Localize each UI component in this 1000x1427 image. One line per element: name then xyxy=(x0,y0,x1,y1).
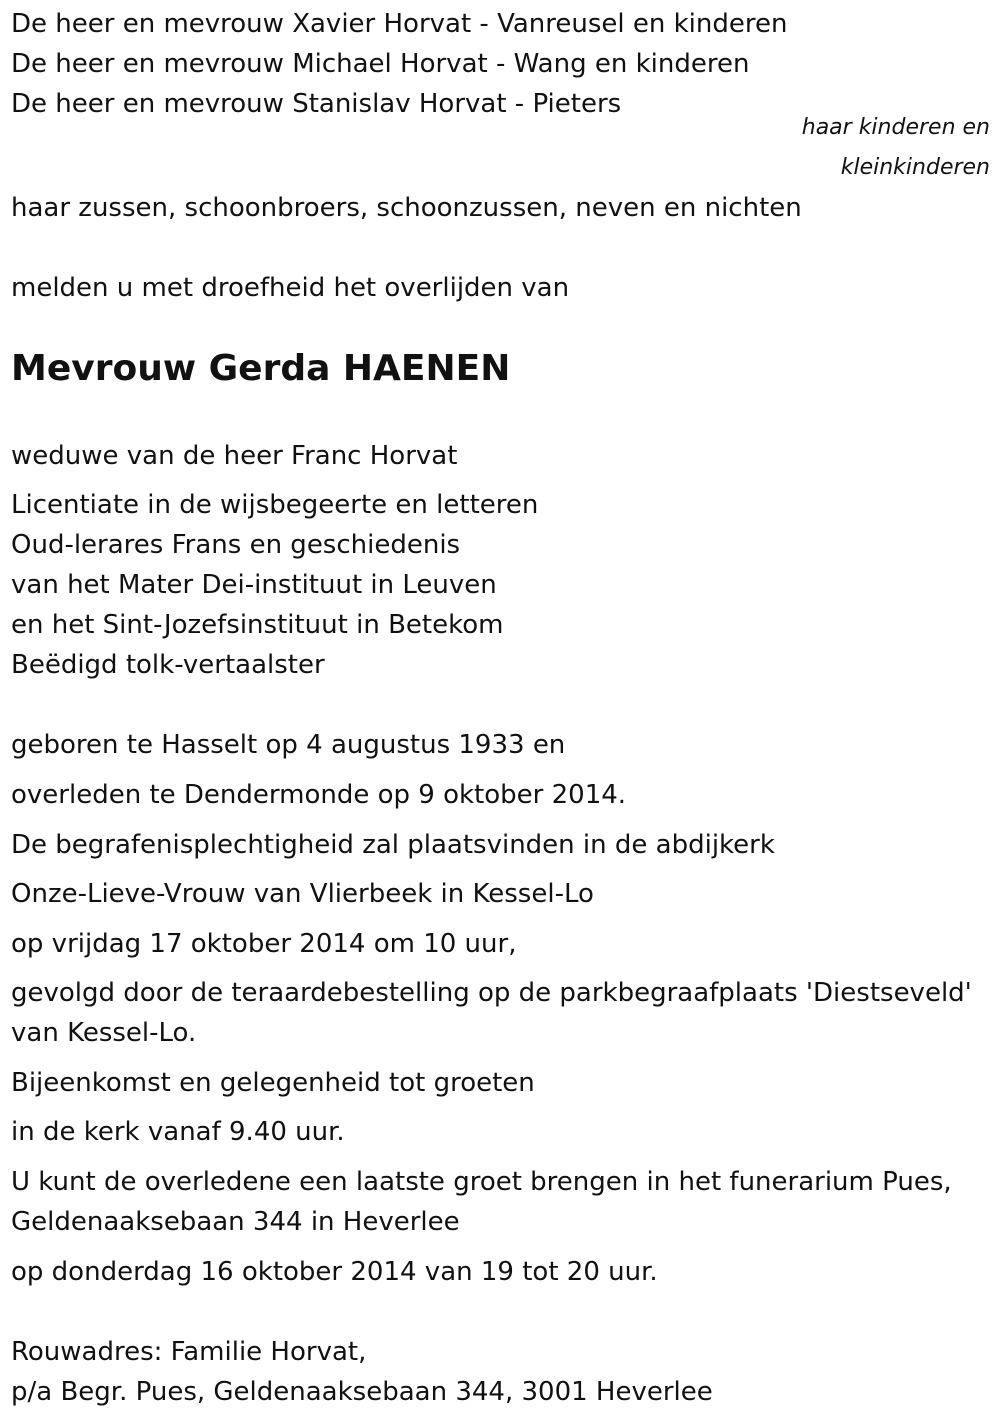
burial-line-1: gevolgd door de teraardebestelling op de parkbegraafplaats 'Diestseveld' xyxy=(11,978,972,1008)
funeral-line-1: De begrafenisplechtigheid zal plaatsvinden in de abdijkerk xyxy=(11,830,775,860)
family-note-line-1: haar kinderen en xyxy=(801,115,990,140)
burial-line-2: van Kessel-Lo. xyxy=(11,1018,197,1048)
visit-line-2: Geldenaaksebaan 344 in Heverlee xyxy=(11,1207,460,1237)
title-line-2: Oud-lerares Frans en geschiedenis xyxy=(11,530,461,560)
title-line-5: Beëdigd tolk-vertaalster xyxy=(11,650,325,680)
meeting-line-1: Bijeenkomst en gelegenheid tot groeten xyxy=(11,1068,535,1098)
died-line: overleden te Dendermonde op 9 oktober 2014. xyxy=(11,780,627,810)
title-line-1: Licentiate in de wijsbegeerte en letteren xyxy=(11,490,539,520)
born-line: geboren te Hasselt op 4 augustus 1933 en xyxy=(11,730,566,760)
funeral-line-2: Onze-Lieve-Vrouw van Vlierbeek in Kessel-Lo xyxy=(11,879,594,909)
relatives-line: haar zussen, schoonbroers, schoonzussen, neven en nichten xyxy=(11,193,802,223)
visit-line-1: U kunt de overledene een laatste groet brengen in het funerarium Pues, xyxy=(11,1167,952,1197)
address-line-2: p/a Begr. Pues, Geldenaaksebaan 344, 3001 Heverlee xyxy=(11,1377,713,1407)
announcement-line: melden u met droefheid het overlijden van xyxy=(11,273,570,303)
family-line-2: De heer en mevrouw Michael Horvat - Wang en kinderen xyxy=(11,49,750,79)
family-line-3: De heer en mevrouw Stanislav Horvat - Pieters xyxy=(11,89,622,119)
visit-line-3: op donderdag 16 oktober 2014 van 19 tot 20 uur. xyxy=(11,1257,658,1287)
address-line-1: Rouwadres: Familie Horvat, xyxy=(11,1337,367,1367)
family-note-line-2: kleinkinderen xyxy=(840,155,990,180)
title-line-3: van het Mater Dei-instituut in Leuven xyxy=(11,570,497,600)
deceased-name: Mevrouw Gerda HAENEN xyxy=(11,348,511,389)
funeral-line-3: op vrijdag 17 oktober 2014 om 10 uur, xyxy=(11,929,517,959)
title-line-4: en het Sint-Jozefsinstituut in Betekom xyxy=(11,610,504,640)
meeting-line-2: in de kerk vanaf 9.40 uur. xyxy=(11,1117,345,1147)
family-line-1: De heer en mevrouw Xavier Horvat - Vanreusel en kinderen xyxy=(11,9,788,39)
widow-of-line: weduwe van de heer Franc Horvat xyxy=(11,441,458,471)
